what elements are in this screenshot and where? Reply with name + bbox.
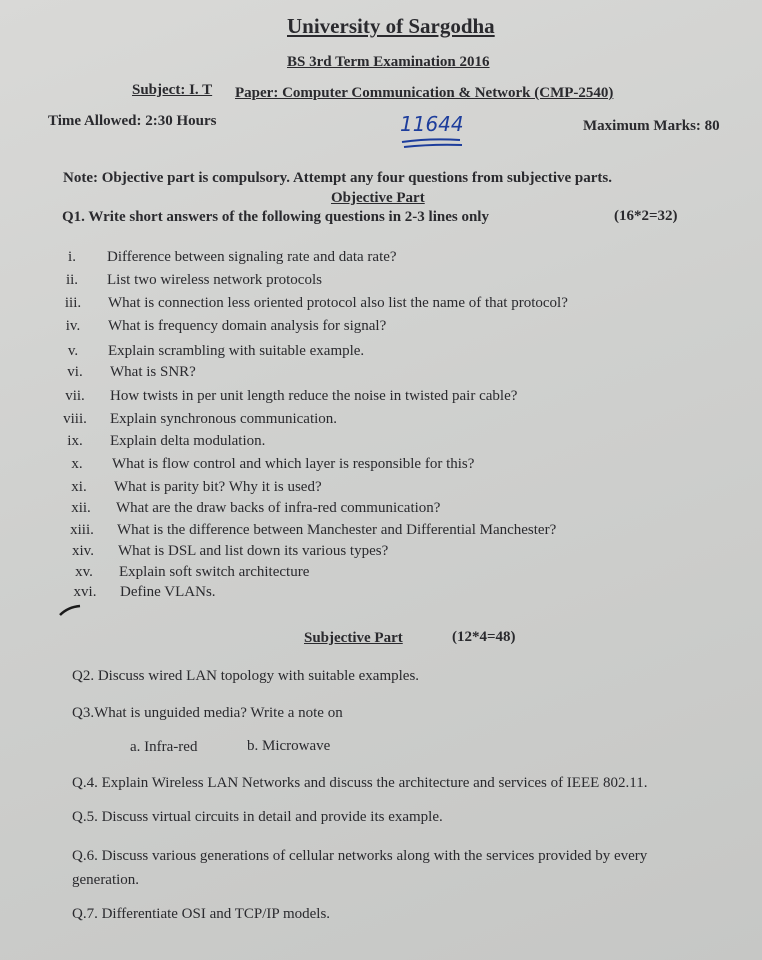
- objective-heading: Objective Part: [331, 190, 425, 206]
- question-number: xiii.: [70, 522, 94, 538]
- roll-number-underline: [400, 136, 470, 150]
- question-number: v.: [67, 343, 79, 359]
- question-text: What is frequency domain analysis for signal?: [108, 318, 387, 334]
- question-text: Explain synchronous communication.: [110, 411, 338, 427]
- question-number: xvi.: [73, 584, 97, 600]
- question-text: Explain soft switch architecture: [119, 564, 310, 580]
- question-text: What is parity bit? Why it is used?: [114, 479, 322, 495]
- note-text: Note: Objective part is compulsory. Attempt any four questions from subjective parts.: [63, 170, 612, 186]
- question-3-option-a: a. Infra-red: [130, 739, 198, 755]
- question-text: Explain delta modulation.: [110, 433, 266, 449]
- question-number: iv.: [65, 318, 81, 334]
- question-text: Define VLANs.: [120, 584, 216, 600]
- question-text: List two wireless network protocols: [107, 272, 322, 288]
- question-number: x.: [71, 456, 83, 472]
- question-number: iii.: [64, 295, 82, 311]
- roll-number-handwritten: 11644: [400, 112, 464, 136]
- question-number: xii.: [71, 500, 91, 516]
- subject-label: Subject: I. T: [132, 82, 213, 98]
- question-number: xi.: [71, 479, 87, 495]
- question-number: xv.: [75, 564, 93, 580]
- question-number: i.: [68, 249, 76, 265]
- question-number: vi.: [67, 364, 83, 380]
- question-4: Q.4. Explain Wireless LAN Networks and discuss the architecture and services of IEEE 802.11.: [72, 775, 648, 791]
- subjective-heading: Subjective Part: [304, 630, 403, 646]
- question-6-line-1: Q.6. Discuss various generations of cellular networks along with the services provided by every: [72, 848, 648, 864]
- question-text: What are the draw backs of infra-red communication?: [116, 500, 441, 516]
- question-text: Explain scrambling with suitable example.: [108, 343, 365, 359]
- question-text: What is flow control and which layer is responsible for this?: [112, 456, 475, 472]
- question-number: xiv.: [72, 543, 94, 559]
- q1-instruction: Q1. Write short answers of the following questions in 2-3 lines only: [62, 209, 489, 225]
- time-allowed: Time Allowed: 2:30 Hours: [48, 113, 217, 129]
- question-text: Difference between signaling rate and data rate?: [107, 249, 397, 265]
- question-5: Q.5. Discuss virtual circuits in detail and provide its example.: [72, 809, 443, 825]
- question-6-line-2: generation.: [72, 872, 140, 888]
- question-text: What is DSL and list down its various types?: [118, 543, 389, 559]
- question-number: ii.: [65, 272, 79, 288]
- question-7: Q.7. Differentiate OSI and TCP/IP models.: [72, 906, 331, 922]
- question-number: viii.: [63, 411, 87, 427]
- question-number: vii.: [65, 388, 85, 404]
- maximum-marks: Maximum Marks: 80: [583, 118, 720, 134]
- exam-title: BS 3rd Term Examination 2016: [287, 54, 490, 70]
- question-text: How twists in per unit length reduce the noise in twisted pair cable?: [110, 388, 518, 404]
- question-3: Q3.What is unguided media? Write a note on: [72, 705, 343, 721]
- university-title: University of Sargodha: [287, 14, 495, 38]
- q1-marks: (16*2=32): [614, 208, 678, 224]
- pen-mark: [58, 603, 84, 619]
- subjective-marks: (12*4=48): [452, 629, 516, 645]
- question-2: Q2. Discuss wired LAN topology with suitable examples.: [72, 668, 420, 684]
- question-3-option-b: b. Microwave: [247, 738, 331, 754]
- question-number: ix.: [67, 433, 83, 449]
- question-text: What is the difference between Manchester and Differential Manchester?: [117, 522, 557, 538]
- question-text: What is SNR?: [110, 364, 196, 380]
- paper-label: Paper: Computer Communication & Network (CMP-2540): [235, 85, 614, 101]
- question-text: What is connection less oriented protocol also list the name of that protocol?: [108, 295, 568, 311]
